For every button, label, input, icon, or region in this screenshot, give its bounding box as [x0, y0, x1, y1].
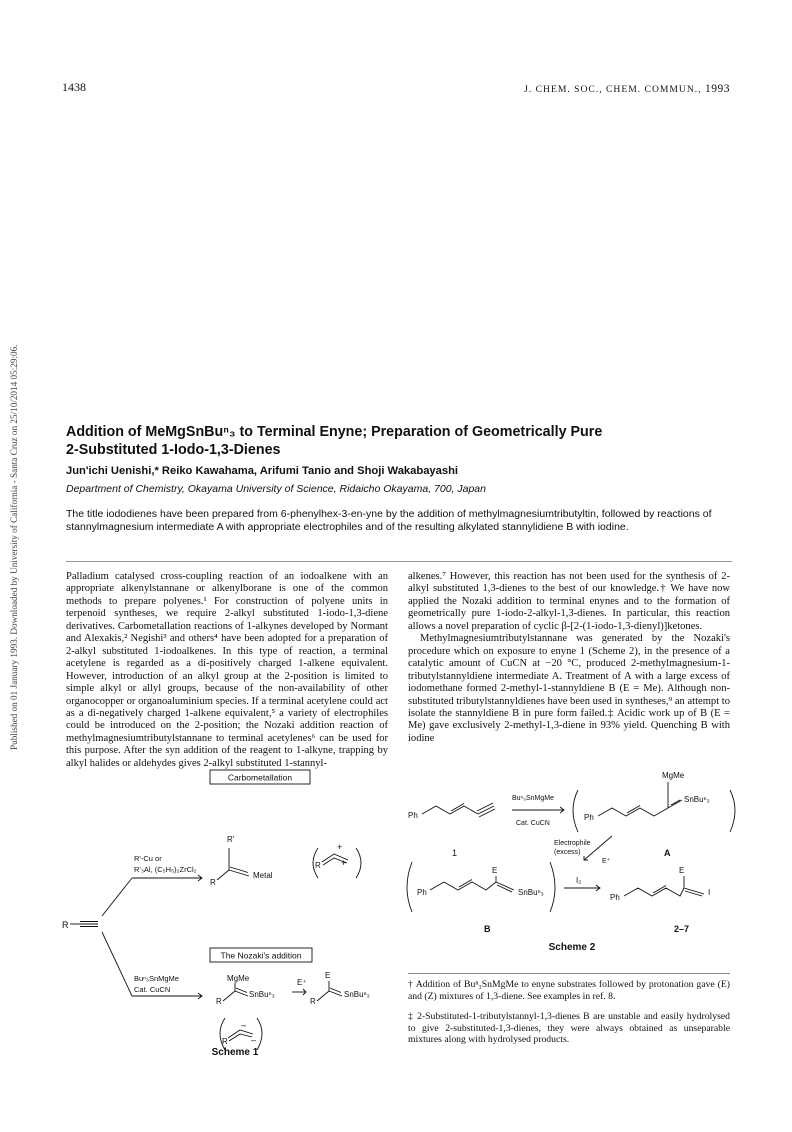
- body-paragraph: Methylmagnesiumtributylstannane was generated by the Nozaki's procedure which on exposure to enyne 1 (Scheme 2), in the presence of a catalytic amount of CuCN at −20 °C, produced 2-methylmagnesium-1-tributylstannyldiene intermediate A. Treatment of A with a large excess of iodomethane formed 2-methyl-1-stannyldiene B (E = Me). Although non-substituted tributylstannyldienes have been used in syntheses,⁹ an attempt to isolate the stannyldiene B in pure form failed.‡ Acidic work up of B (E = Me) gave exclusively 2-methyl-1,3-diene in 93% yield. Quenching B with iodine: [408, 633, 730, 744]
- cation-R: R: [315, 861, 321, 870]
- scheme-2: [404, 770, 740, 955]
- eplus-label: E⁺: [602, 858, 611, 865]
- iodo-label: I: [708, 888, 711, 897]
- body-paragraph: Palladium catalysed cross-coupling reaction of an iodoalkene with an appropriate alkenylstannane or alkenylborane is one of the common methods to prepare polyenes.¹ For construction of polyene units in terpenoid syntheses, we require 2-alkyl substituted 1-iodo-1,3-diene derivatives. Carbometallation reactions of 1-alkynes developed by Normant and Alexakis,² Negishi³ and others⁴ have been adopted for a preparation of 2-alkyl substituted 1-iodoalkenes. In this type of reaction, a terminal acetylene is regarded as a di-positively charged 1-alkene equivalent. However, introduction of an alkyl group at the 2-position is limited to simple alkyl or allyl groups, because of the non-availability of other organocopper or organoaluminium species. If a terminal acetylene could act as a di-negatively charged 1-alkene equivalent,⁵ a variety of electrophiles could be introduced on the 2-position; the Nozaki addition reaction of methylmagnesiumtributylstannane to terminal acetylenes⁶ can be used for this purpose. After the syn addition of the reagent to 1-alkyne, trapping by alkyl halides or aldehydes gives 2-alkyl substituted 1-stannyl-: [66, 571, 388, 769]
- affiliation: Department of Chemistry, Okayama University of Science, Ridaicho Okayama, 700, Japan: [66, 483, 486, 495]
- divider: [66, 561, 732, 562]
- title-line-1: Addition of MeMgSnBuⁿ₃ to Terminal Enyne; Preparation of Geometrically Pure: [66, 424, 603, 440]
- reagent-bot-2: Cat. CuCN: [134, 985, 171, 994]
- page-number: 1438: [62, 80, 86, 94]
- product-R: R: [310, 997, 316, 1006]
- left-column: [66, 571, 388, 770]
- plus-sign: +: [341, 858, 347, 868]
- body-paragraph: alkenes.⁷ However, this reaction has not been used for the synthesis of 2-alkyl substituted 1,3-dienes to the best of our knowledge.† We have now applied the Nozaki addition to terminal enynes and to the formation of geometrically pure 1-iodo-2-alkyl-1,3-dienes. In particular, this reaction allows a novel preparation of cyclic β-[2-(1-iodo-1,3-dienyl)]ketones.: [408, 571, 730, 632]
- r-prime: R': [227, 835, 235, 844]
- iodine-reagent: I₂: [576, 876, 582, 885]
- excess-label: (excess): [554, 849, 581, 856]
- electrophile-label: E⁺: [297, 978, 307, 987]
- nozaki-label: The Nozaki's addition: [220, 950, 302, 961]
- snbu-label: SnBuⁿ₃: [249, 990, 275, 999]
- reagent-2: Cat. CuCN: [516, 820, 550, 827]
- reagent-1: Buⁿ₃SnMgMe: [512, 795, 554, 802]
- ph-label: Ph: [610, 893, 620, 902]
- reagent-top-2: R'₃Al, (C₅H₅)₂ZrCl₂: [134, 865, 197, 874]
- title-line-2: 2-Substituted 1-Iodo-1,3-Dienes: [66, 442, 281, 458]
- e-label: E: [492, 866, 498, 875]
- watermark-text: Published on 01 January 1993. Downloaded by University of California - Santa Cruz on 25/10/2014 05:29:06.: [9, 344, 19, 750]
- scheme-1-caption: Scheme 1: [211, 1047, 259, 1058]
- snbu-label: SnBuⁿ₃: [344, 990, 370, 999]
- scheme-2-caption: Scheme 2: [548, 942, 596, 953]
- products-label: 2–7: [674, 924, 690, 934]
- anion-R: R: [222, 1037, 228, 1046]
- stannyldiene-B-label: B: [484, 924, 491, 934]
- journal-name: J. CHEM. SOC., CHEM. COMMUN.,: [524, 84, 702, 95]
- ph-label: Ph: [408, 811, 418, 820]
- mgme-label: MgMe: [227, 974, 250, 983]
- metal-label: Metal: [253, 871, 273, 880]
- e-label: E: [679, 866, 685, 875]
- snbu-label: SnBuⁿ₃: [684, 795, 710, 804]
- ph-label: Ph: [584, 813, 594, 822]
- footnote-dagger: † Addition of Buⁿ₃SnMgMe to enyne substrates followed by protonation gave (E) and (Z) mixtures of 1,3-diene. See examples in ref. 8.: [408, 979, 730, 1002]
- plus-sign: +: [337, 842, 343, 852]
- journal-header: [524, 83, 730, 95]
- abstract: The title iododienes have been prepared from 6-phenylhex-3-en-yne by the addition of methylmagnesiumtributyltin, followed by reactions of stannylmagnesium intermediate A with appropriate electrophiles and of the resulting alkylated stannylidiene B with iodine.: [66, 508, 712, 533]
- reagent-bot-1: Buⁿ₃SnMgMe: [134, 974, 179, 983]
- download-watermark: [0, 50, 20, 750]
- alkyne-R: R: [62, 920, 69, 930]
- right-column: [408, 571, 730, 745]
- mgme-label: MgMe: [662, 771, 685, 780]
- footnote-divider: [408, 973, 730, 974]
- minus-sign: –: [251, 1035, 257, 1045]
- minus-sign: –: [241, 1020, 247, 1030]
- e-label: E: [325, 971, 331, 980]
- snbu-label: SnBuⁿ₃: [518, 888, 544, 897]
- product-R: R: [210, 878, 216, 887]
- intermediate-A-label: A: [664, 848, 671, 858]
- scheme-1: [60, 768, 400, 1058]
- ph-label: Ph: [417, 888, 427, 897]
- authors: Jun'ichi Uenishi,* Reiko Kawahama, Arifumi Tanio and Shoji Wakabayashi: [66, 465, 459, 477]
- carbometallation-label: Carbometallation: [227, 772, 293, 783]
- reagent-top-1: R'-Cu or: [134, 854, 162, 863]
- intermediate-R: R: [216, 997, 222, 1006]
- footnote-ddagger: ‡ 2-Substituted-1-tributylstannyl-1,3-dienes B are unstable and easily hydrolysed to give 2-substituted-1,3-dienes, they were always obtained as unseparable mixtures along with hydrolysed products.: [408, 1011, 730, 1046]
- journal-year: 1993: [705, 83, 730, 95]
- electrophile-label: Electrophile: [554, 840, 591, 847]
- article-title: [66, 423, 746, 459]
- compound-1-label: 1: [452, 848, 458, 858]
